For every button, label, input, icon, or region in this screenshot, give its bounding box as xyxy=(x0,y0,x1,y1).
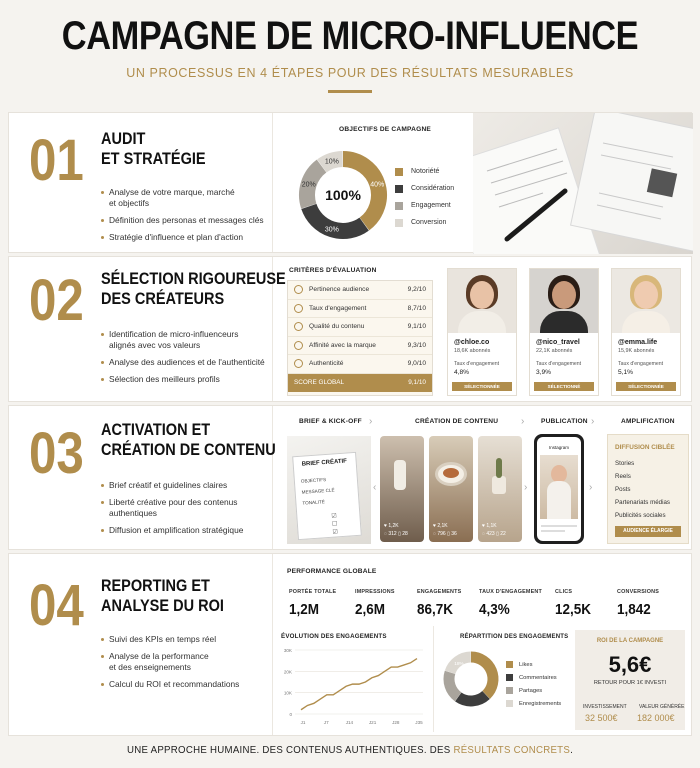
repartition-donut-chart xyxy=(440,648,502,710)
criteria-row: Taux d'engagement 8,7/10 xyxy=(288,300,432,319)
legend-item: Partages xyxy=(506,684,561,697)
bullet: Sélection des meilleurs profils xyxy=(101,374,269,385)
repartition-legend xyxy=(506,658,561,710)
slice-label: 18% xyxy=(454,662,464,667)
amp-item: Partenariats médias xyxy=(615,499,671,506)
publication-title: PUBLICATION xyxy=(541,418,588,425)
chevron-right-icon: › xyxy=(369,416,373,427)
creator-followers: 15,9K abonnés xyxy=(618,348,655,354)
creator-card[interactable] xyxy=(611,268,681,396)
donut-slice xyxy=(449,672,458,696)
kpi-label: IMPRESSIONS xyxy=(355,589,395,595)
page-subtitle: UN PROCESSUS EN 4 ÉTAPES POUR DES RÉSULTATS MESURABLES xyxy=(126,66,574,80)
donut-slice xyxy=(471,657,493,695)
y-tick-label: 10K xyxy=(283,690,292,696)
selected-badge: SÉLECTIONNÉ xyxy=(534,382,594,391)
legend-item: Commentaires xyxy=(506,671,561,684)
legend-swatch xyxy=(506,674,513,681)
criteria-row: Authenticité 9,0/10 xyxy=(288,355,432,374)
roi-value: 5,6€ xyxy=(608,652,652,677)
amp-item: Posts xyxy=(615,486,631,493)
step-3-section xyxy=(8,405,692,550)
kpi-item xyxy=(479,589,542,618)
x-tick-label: J14 xyxy=(345,720,354,725)
content-post[interactable] xyxy=(429,436,473,542)
chevron-right-icon: › xyxy=(589,482,593,493)
bookmark-icon: ▯ xyxy=(396,531,403,537)
slice-label: 10% xyxy=(324,158,339,166)
kpi-value: 1,842 xyxy=(617,601,651,618)
creator-eng-value: 5,1% xyxy=(618,369,634,376)
brief-title: BRIEF & KICK-OFF xyxy=(299,418,362,425)
criteria-icon xyxy=(294,341,303,350)
chevron-right-icon: › xyxy=(521,416,525,427)
step-2-section xyxy=(8,256,692,402)
step-bullets xyxy=(101,634,269,696)
bullet: Définition des personas et messages clés xyxy=(101,215,269,226)
amp-items xyxy=(615,457,688,522)
post-stats: ♥ 1,2K ◌ 312 ▯ 28 xyxy=(384,523,408,537)
criteria-icon xyxy=(294,322,303,331)
creator-photo xyxy=(448,269,516,333)
repartition-title: RÉPARTITION DES ENGAGEMENTS xyxy=(460,634,569,640)
criteria-total: SCORE GLOBAL 9,1/10 xyxy=(288,374,432,393)
legend-item: Notoriété xyxy=(395,163,454,180)
roi-sub: RETOUR POUR 1€ INVESTI xyxy=(593,680,667,686)
criteria-title: CRITÈRES D'ÉVALUATION xyxy=(289,267,377,274)
creator-handle: @chloe.co xyxy=(454,339,490,346)
step-1-section xyxy=(8,112,692,253)
creator-eng-label: Taux d'engagement xyxy=(536,361,582,367)
brief-card-lines: OBJECTIFS MESSAGE CLÉ TONALITÉ xyxy=(300,477,335,506)
bullet: Stratégie d'influence et plan d'action xyxy=(101,232,269,243)
creator-followers: 18,6K abonnés xyxy=(454,348,491,354)
creator-photo xyxy=(612,269,680,333)
engagement-line xyxy=(301,659,417,710)
legend-swatch xyxy=(506,661,513,668)
kpi-value: 1,2M xyxy=(289,601,320,618)
kpi-value: 12,5K xyxy=(555,601,592,618)
audience-button[interactable]: AUDIENCE ÉLARGIE xyxy=(615,526,681,537)
creator-followers: 22,1K abonnés xyxy=(536,348,573,354)
amp-item: Reels xyxy=(615,473,631,480)
amplification-box xyxy=(607,434,689,544)
phone-app-name: Instagram xyxy=(548,445,569,450)
brief-card xyxy=(292,452,362,540)
kpi-value: 86,7K xyxy=(417,601,454,618)
amplification-title: AMPLIFICATION xyxy=(621,418,675,425)
investment-label: INVESTISSEMENT xyxy=(583,704,627,710)
phone-post-image xyxy=(540,455,578,519)
page-header xyxy=(0,0,700,108)
step-bullets xyxy=(101,480,269,542)
bullet: Calcul du ROI et recommandations xyxy=(101,679,269,690)
content-post[interactable] xyxy=(478,436,522,542)
step-title: SÉLECTION RIGOUREUSE DES CRÉATEURS xyxy=(101,270,286,308)
kpi-item xyxy=(355,589,395,618)
kpi-label: TAUX D'ENGAGEMENT xyxy=(479,589,542,595)
y-tick-label: 0 xyxy=(289,712,292,717)
creator-eng-value: 4,8% xyxy=(454,369,470,376)
evolution-line-chart xyxy=(277,644,427,728)
creator-eng-label: Taux d'engagement xyxy=(618,361,664,367)
legend-item: Conversion xyxy=(395,214,454,231)
investment-value: 32 500€ xyxy=(585,713,618,723)
creator-handle: @emma.life xyxy=(618,339,658,346)
donut-center-label: 100% xyxy=(325,187,361,203)
x-tick-label: J1 xyxy=(300,720,306,725)
criteria-icon xyxy=(294,304,303,313)
creator-eng-label: Taux d'engagement xyxy=(454,361,500,367)
legend-swatch xyxy=(395,202,403,210)
criteria-row: Pertinence audience 9,2/10 xyxy=(288,281,432,300)
x-tick-label: J7 xyxy=(323,720,329,725)
bullet: Diffusion et amplification stratégique xyxy=(101,525,269,536)
comment-icon: ◌ xyxy=(433,531,438,537)
performance-title: PERFORMANCE GLOBALE xyxy=(287,568,377,575)
legend-swatch xyxy=(395,219,403,227)
comment-icon: ◌ xyxy=(482,531,487,537)
criteria-row: Affinité avec la marque 9,3/10 xyxy=(288,337,432,356)
post-stats: ♥ 1,1K ◌ 423 ▯ 22 xyxy=(482,523,506,537)
roi-title: ROI DE LA CAMPAGNE xyxy=(596,638,664,644)
criteria-table xyxy=(287,280,433,396)
bullet: Analyse de votre marque, marché et objectifs xyxy=(101,187,269,209)
step-4-intro xyxy=(9,554,273,735)
brief-photo xyxy=(287,436,371,544)
value-generated-value: 182 000€ xyxy=(637,713,675,723)
kpi-item xyxy=(617,589,659,618)
legend-swatch xyxy=(506,687,513,694)
step-title: REPORTING ET ANALYSE DU ROI xyxy=(101,577,224,615)
objectives-legend xyxy=(395,163,454,231)
step-title: ACTIVATION ET CRÉATION DE CONTENU xyxy=(101,421,276,459)
chevron-right-icon: › xyxy=(524,482,528,493)
legend-swatch xyxy=(395,185,403,193)
slice-label: 40% xyxy=(370,181,385,189)
amp-box-title: DIFFUSION CIBLÉE xyxy=(615,444,675,451)
kpi-label: CONVERSIONS xyxy=(617,589,660,595)
footer-tagline: UNE APPROCHE HUMAINE. DES CONTENUS AUTHENTIQUES. DES RÉSULTATS CONCRETS. xyxy=(126,744,574,756)
criteria-icon xyxy=(294,359,303,368)
step-4-section xyxy=(8,553,692,736)
bookmark-icon: ▯ xyxy=(494,531,501,537)
step-bullets xyxy=(101,187,269,249)
desk-photo xyxy=(473,113,693,254)
step-number: 01 xyxy=(29,128,84,193)
selected-badge: SÉLECTIONNÉE xyxy=(616,382,676,391)
heart-icon: ♥ xyxy=(384,523,389,529)
roi-panel xyxy=(575,630,685,730)
y-tick-label: 20K xyxy=(283,669,292,675)
bullet: Identification de micro-influenceurs alignés avec vos valeurs xyxy=(101,329,269,351)
x-tick-label: J28 xyxy=(392,720,400,725)
content-post[interactable] xyxy=(380,436,424,542)
selected-badge: SÉLECTIONNÉE xyxy=(452,382,512,391)
donut-slice xyxy=(458,695,486,701)
title-divider xyxy=(328,90,372,93)
step-1-intro xyxy=(9,113,273,252)
chevron-right-icon: › xyxy=(591,416,595,427)
creation-title: CRÉATION DE CONTENU xyxy=(415,418,499,425)
x-tick-label: J35 xyxy=(415,720,423,725)
criteria-row: Qualité du contenu 9,1/10 xyxy=(288,318,432,337)
legend-swatch xyxy=(506,700,513,707)
creator-card[interactable] xyxy=(447,268,517,396)
y-tick-label: 30K xyxy=(283,648,292,653)
heart-icon: ♥ xyxy=(482,523,487,529)
kpi-item xyxy=(289,589,336,618)
kpi-label: CLICS xyxy=(555,589,573,595)
repartition-panel xyxy=(433,626,577,732)
amp-item: Publicités sociales xyxy=(615,512,666,519)
phone-mockup xyxy=(534,434,584,544)
step-title: AUDIT ET STRATÉGIE xyxy=(101,130,206,168)
post-stats: ♥ 2,1K ◌ 796 ▯ 36 xyxy=(433,523,457,537)
legend-item: Considération xyxy=(395,180,454,197)
creator-eng-value: 3,9% xyxy=(536,369,552,376)
bullet: Liberté créative pour des contenus authentiques xyxy=(101,497,269,519)
step-number: 04 xyxy=(29,573,84,638)
creator-handle: @nico_travel xyxy=(536,339,580,346)
evolution-title: ÉVOLUTION DES ENGAGEMENTS xyxy=(281,633,387,640)
step-bullets xyxy=(101,329,269,391)
page-title: CAMPAGNE DE MICRO-INFLUENCE xyxy=(61,14,639,58)
creator-photo xyxy=(530,269,598,333)
chevron-left-icon: ‹ xyxy=(373,482,377,493)
kpi-value: 4,3% xyxy=(479,601,510,618)
checklist-icon: ☑ ☐ ☑ xyxy=(331,513,339,536)
slice-label: 30% xyxy=(324,226,339,234)
legend-item: Engagement xyxy=(395,197,454,214)
step-number: 02 xyxy=(29,268,84,333)
step-number: 03 xyxy=(29,421,84,486)
creator-card[interactable] xyxy=(529,268,599,396)
bullet: Brief créatif et guidelines claires xyxy=(101,480,269,491)
kpi-item xyxy=(555,589,595,618)
kpi-label: PORTÉE TOTALE xyxy=(289,589,337,595)
bullet: Analyse des audiences et de l'authenticité xyxy=(101,357,269,368)
step-3-intro xyxy=(9,406,276,549)
bullet: Suivi des KPIs en temps réel xyxy=(101,634,269,645)
amp-item: Stories xyxy=(615,460,635,467)
comment-icon: ◌ xyxy=(384,531,389,537)
kpi-item xyxy=(417,589,461,618)
x-tick-label: J21 xyxy=(368,720,377,725)
legend-item: Enregistrements xyxy=(506,697,561,710)
legend-swatch xyxy=(395,168,403,176)
bullet: Analyse de la performance et des enseignements xyxy=(101,651,269,673)
criteria-icon xyxy=(294,285,303,294)
kpi-label: ENGAGEMENTS xyxy=(417,589,462,595)
bookmark-icon: ▯ xyxy=(445,531,452,537)
step-2-intro xyxy=(9,257,286,401)
value-generated-label: VALEUR GÉNÉRÉE xyxy=(639,704,685,710)
slice-label: 20% xyxy=(301,181,316,189)
heart-icon: ♥ xyxy=(433,523,438,529)
objectives-title: OBJECTIFS DE CAMPAGNE xyxy=(339,126,432,133)
brief-card-title: BRIEF CRÉATIF xyxy=(301,458,348,468)
kpi-value: 2,6M xyxy=(355,601,386,618)
legend-item: Likes xyxy=(506,658,561,671)
objectives-donut-chart xyxy=(291,143,395,247)
